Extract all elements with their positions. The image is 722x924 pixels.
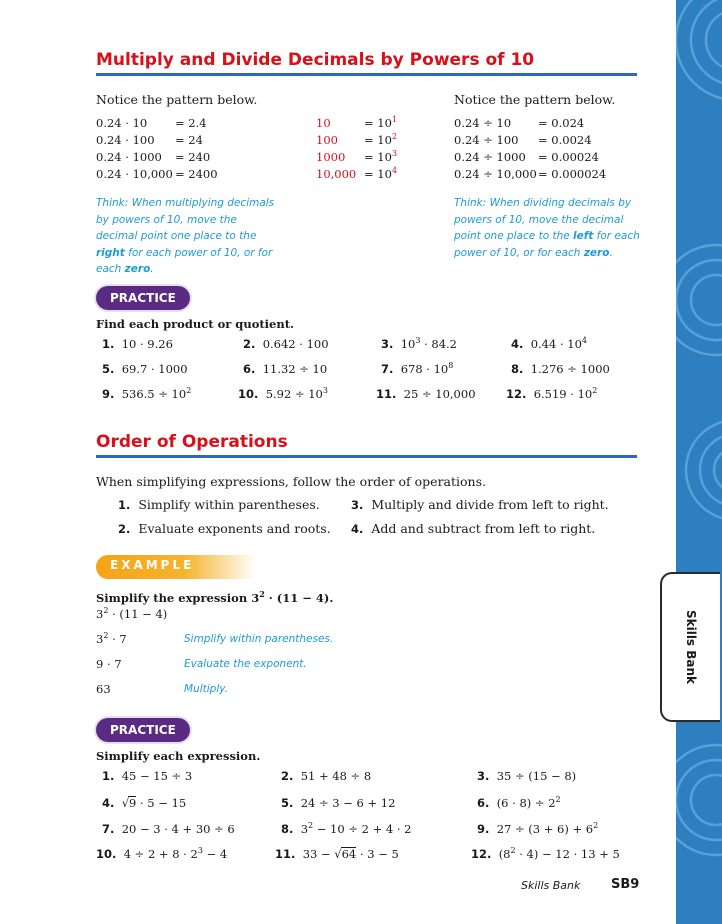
example-step-note: Multiply. <box>184 683 228 695</box>
practice-item: 5. 69.7 · 1000 <box>102 362 188 376</box>
section-title-decimals: Multiply and Divide Decimals by Powers of 10 <box>96 50 535 70</box>
divide-lhs: 0.24 ÷ 10 <box>454 116 512 130</box>
example-step: $3^2 \cdot 7$ <box>96 631 127 646</box>
practice-item: 11. 25 ÷ 10,000 <box>376 387 476 401</box>
practice-badge: PRACTICE <box>96 286 190 310</box>
power-rhs: = $10^2$ <box>364 132 398 147</box>
multiply-rhs: = 240 <box>175 150 211 164</box>
practice-item: 10. $4 \div 2 + 8 \cdot 2^3 - 4$ <box>96 846 228 861</box>
divide-lhs: 0.24 ÷ 1000 <box>454 150 526 164</box>
decorative-circles <box>676 0 722 924</box>
skills-bank-tab[interactable] <box>660 572 720 722</box>
multiply-lhs: 0.24 · 1000 <box>96 150 162 164</box>
skills-bank-tab-label: Skills Bank <box>684 609 698 685</box>
practice-item: 10. $5.92 \div 10^3$ <box>238 386 328 401</box>
practice-item: 12. $(8^2 \cdot 4) - 12 \cdot 13 + 5$ <box>471 846 620 861</box>
multiply-rhs: = 2.4 <box>175 116 207 130</box>
practice-item: 7. 20 − 3 · 4 + 30 ÷ 6 <box>102 822 235 836</box>
title-rule <box>96 73 637 76</box>
practice-item: 1. 10 · 9.26 <box>102 337 173 351</box>
page-number: SB9 <box>611 877 640 892</box>
multiply-lhs: 0.24 · 10 <box>96 116 148 130</box>
practice-item: 4. √9 · 5 − 15 <box>102 796 187 810</box>
example-expression: $3^2 \cdot (11 - 4)$ <box>96 606 168 621</box>
practice-item: 1. 45 − 15 ÷ 3 <box>102 769 193 783</box>
power-rhs: = $10^4$ <box>364 166 398 181</box>
notice-left: Notice the pattern below. <box>96 92 258 107</box>
side-margin <box>676 0 722 924</box>
example-step: 9 · 7 <box>96 657 122 671</box>
practice-item: 3. 35 ÷ (15 − 8) <box>477 769 577 783</box>
practice-item: 9. $536.5 \div 10^2$ <box>102 386 192 401</box>
practice-instruction: Simplify each expression. <box>96 749 261 763</box>
multiply-rhs: = 2400 <box>175 167 218 181</box>
multiply-rhs: = 24 <box>175 133 203 147</box>
practice-item: 12. $6.519 \cdot 10^2$ <box>506 386 598 401</box>
order-intro: When simplifying expressions, follow the order of operations. <box>96 474 486 489</box>
power-lhs: 1000 <box>316 150 346 164</box>
example-badge: EXAMPLE <box>96 555 256 579</box>
practice-item: 11. 33 − √64 · 3 − 5 <box>275 847 399 861</box>
power-lhs: 100 <box>316 133 338 147</box>
power-lhs: 10,000 <box>316 167 357 181</box>
divide-rhs: = 0.024 <box>538 116 585 130</box>
divide-lhs: 0.24 ÷ 100 <box>454 133 519 147</box>
practice-item: 8. $3^2 - 10 \div 2 + 4 \cdot 2$ <box>281 821 412 836</box>
example-step: 63 <box>96 682 111 696</box>
multiply-lhs: 0.24 · 10,000 <box>96 167 173 181</box>
practice-item: 6. 11.32 ÷ 10 <box>243 362 328 376</box>
order-step: 3. Multiply and divide from left to right. <box>351 497 609 512</box>
practice-badge: PRACTICE <box>96 718 190 742</box>
think-divide-note: Think: When dividing decimals by powers of 10, move the decimal point one place to the left for each power of 10, or for each zero. <box>454 197 640 259</box>
practice-item: 7. $678 \cdot 10^8$ <box>381 361 454 376</box>
practice-instruction: Find each product or quotient. <box>96 317 295 331</box>
example-prompt: Simplify the expression $3^2 \cdot (11 - 4)$. <box>96 589 334 605</box>
practice-item: 4. $0.44 \cdot 10^4$ <box>511 336 587 351</box>
power-rhs: = $10^1$ <box>364 115 398 130</box>
practice-item: 3. $10^3 \cdot 84.2$ <box>381 336 457 351</box>
section-title-order-of-operations: Order of Operations <box>96 432 288 452</box>
divide-rhs: = 0.0024 <box>538 133 592 147</box>
order-step: 4. Add and subtract from left to right. <box>351 521 596 536</box>
order-step: 1. Simplify within parentheses. <box>118 497 320 512</box>
practice-item: 2. 0.642 · 100 <box>243 337 329 351</box>
example-step-note: Simplify within parentheses. <box>184 633 334 645</box>
title-rule <box>96 455 637 458</box>
example-step-note: Evaluate the exponent. <box>184 658 307 670</box>
practice-item: 8. 1.276 ÷ 1000 <box>511 362 610 376</box>
divide-rhs: = 0.000024 <box>538 167 607 181</box>
footer-label: Skills Bank <box>521 879 581 892</box>
think-multiply-note: Think: When multiplying decimals by powers of 10, move the decimal point one place to the right for each power of 10, or for each zero. <box>96 197 275 275</box>
power-rhs: = $10^3$ <box>364 149 398 164</box>
order-step: 2. Evaluate exponents and roots. <box>118 521 331 536</box>
divide-rhs: = 0.00024 <box>538 150 599 164</box>
practice-item: 6. $(6 \cdot 8) \div 2^2$ <box>477 795 561 810</box>
multiply-lhs: 0.24 · 100 <box>96 133 155 147</box>
practice-item: 5. 24 ÷ 3 − 6 + 12 <box>281 796 396 810</box>
practice-item: 2. 51 + 48 ÷ 8 <box>281 769 372 783</box>
power-lhs: 10 <box>316 116 331 130</box>
notice-right: Notice the pattern below. <box>454 92 616 107</box>
practice-item: 9. $27 \div (3 + 6) + 6^2$ <box>477 821 599 836</box>
divide-lhs: 0.24 ÷ 10,000 <box>454 167 537 181</box>
